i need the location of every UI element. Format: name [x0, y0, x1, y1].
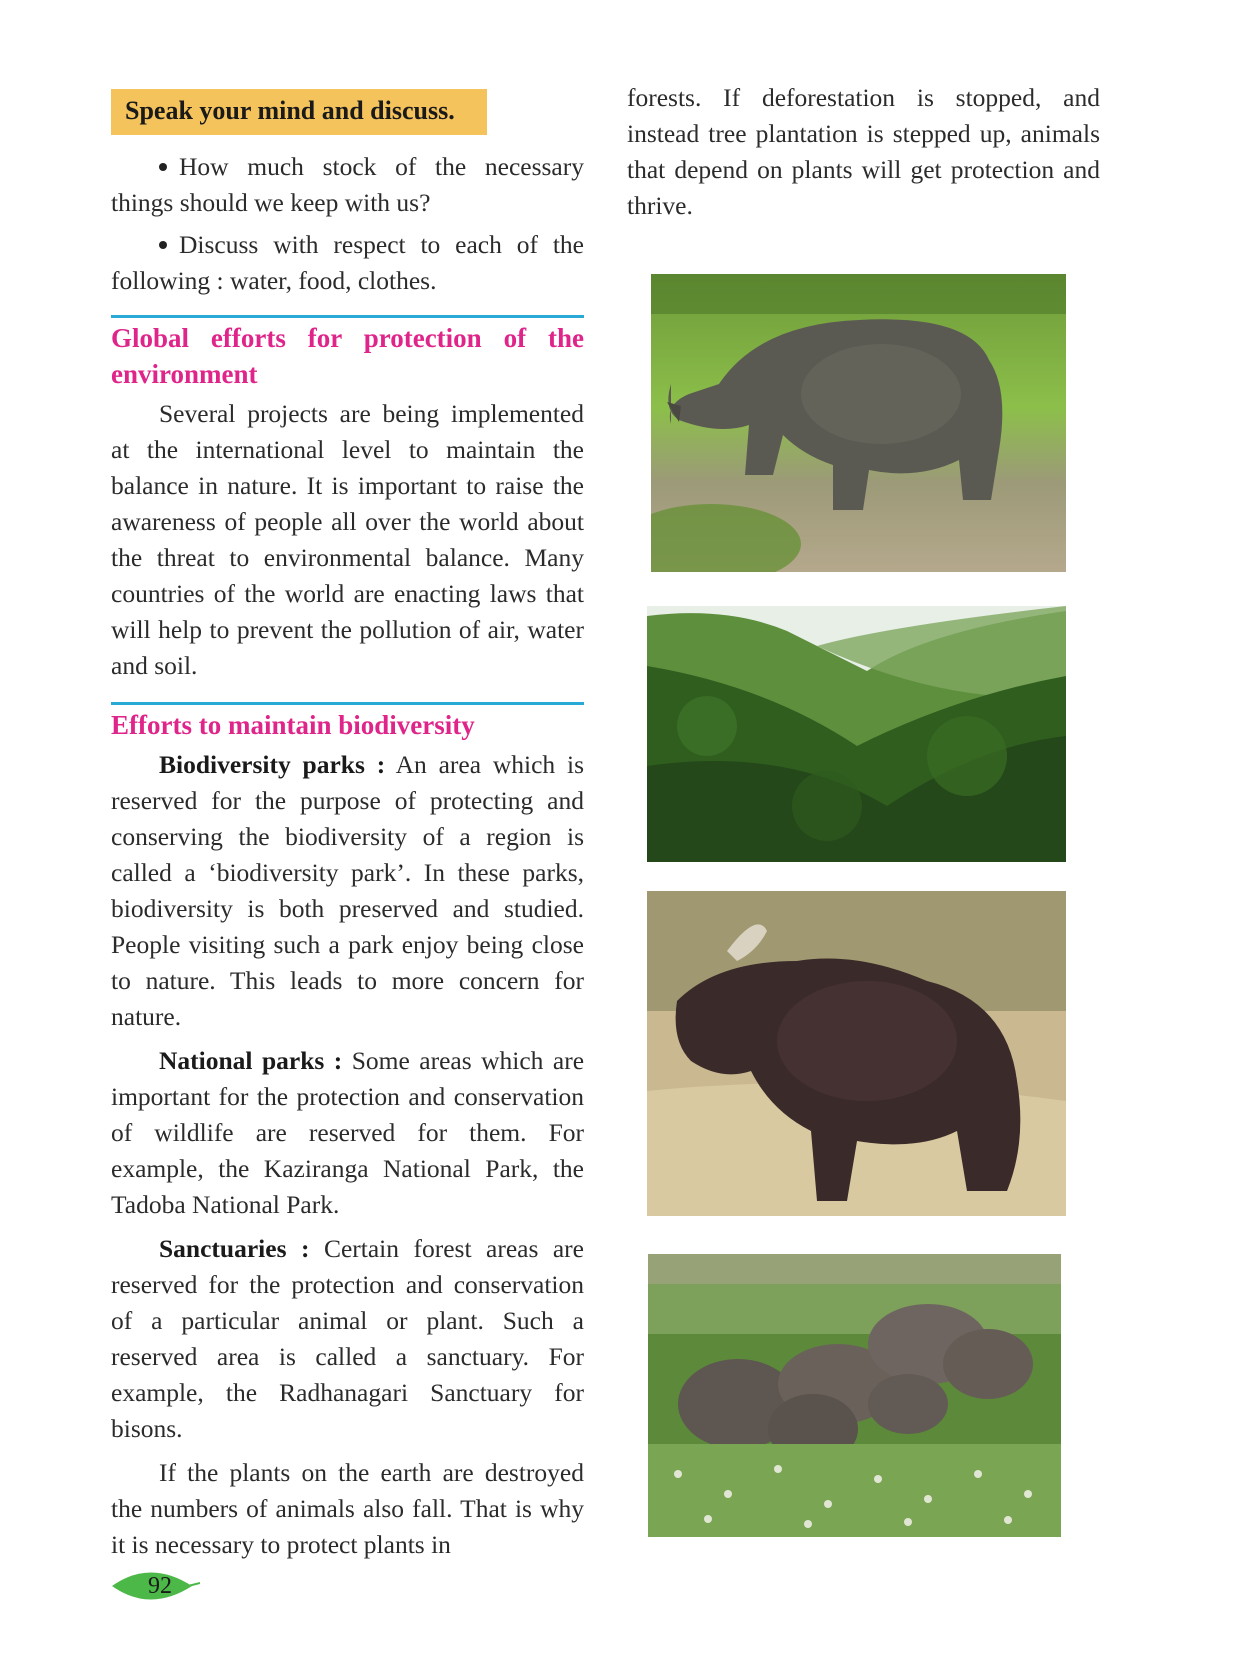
paragraph-national-parks: National parks : Some areas which are important for the protection and conservation of wildlife are reserved for them. For example, the Kaziranga National Park, the Tadoba National Park.	[111, 1046, 585, 1219]
paragraph-closing-left: If the plants on the earth are destroyed the numbers of animals also fall. That is why it is necessary to protect plants in	[111, 1458, 584, 1559]
page-number: 92	[148, 1573, 172, 1599]
bison-photo	[647, 891, 1066, 1216]
paragraph-biodiversity-parks: Biodiversity parks : An area which is reserved for the purpose of protecting and conserving the biodiversity of a region is called a ‘biodiversity park’. In these parks, biodiversity is both preserved and studied. People visiting such a park enjoy being close to nature. This leads to more concern for nature.	[111, 750, 584, 1031]
rhinoceros-photo	[651, 274, 1066, 572]
heading-global-efforts: Global efforts for protection of the environment	[111, 323, 584, 389]
paragraph-sanctuaries: Sanctuaries : Certain forest areas are reserved for the protection and conservation of a particular animal or plant. Such a reserved area is called a sanctuary. For example, the Radhanagari Sanctuary for bisons.	[111, 1234, 584, 1443]
section-divider	[111, 702, 584, 705]
paragraph-closing-right: forests. If deforestation is stopped, and instead tree plantation is stepped up, animals that depend on plants will get protection and thrive.	[627, 83, 1100, 220]
paragraph-global-efforts: Several projects are being implemented at the international level to maintain the balance in nature. It is important to raise the awareness of people all over the world about the threat to environmental balance. Many countries of the world are enacting laws that will help to prevent the pollution of air, water and soil.	[111, 399, 584, 680]
right-column	[627, 80, 1100, 224]
speak-box-title: Speak your mind and discuss.	[111, 89, 487, 135]
bullet-icon	[159, 241, 167, 249]
discussion-bullet: How much stock of the necessary things should we keep with us?	[111, 152, 584, 217]
discussion-bullet: Discuss with respect to each of the following : water, food, clothes.	[111, 230, 584, 295]
forest-valley-photo	[647, 606, 1066, 862]
section-divider	[111, 315, 584, 318]
elephant-herd-photo	[648, 1254, 1061, 1537]
heading-biodiversity: Efforts to maintain biodiversity	[111, 710, 475, 740]
bullet-icon	[159, 163, 167, 171]
left-column	[111, 89, 584, 1563]
